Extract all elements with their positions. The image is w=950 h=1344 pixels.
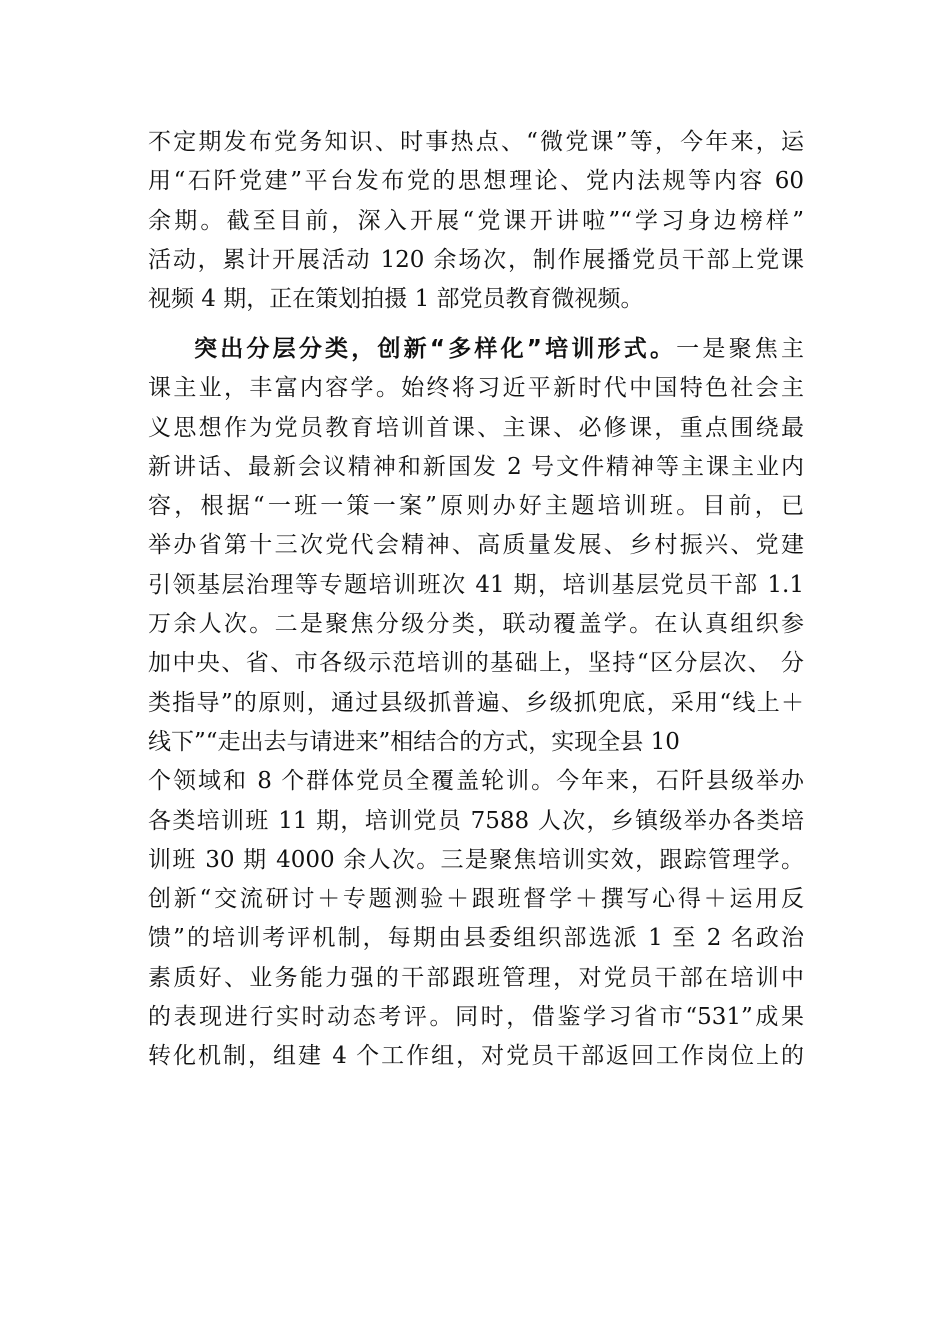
text-line: 余期。截至目前，深入开展“党课开讲啦”“学习身边榜样”	[148, 207, 804, 234]
text-line-first	[148, 330, 804, 369]
text-line: 的表现进行实时动态考评。同时，借鉴学习省市“531”成果	[148, 1004, 804, 1031]
text-line: 创新“交流研讨＋专题测验＋跟班督学＋撰写心得＋运用反	[148, 886, 804, 913]
text-line: 义思想作为党员教育培训首课、主课、必修课，重点围绕最	[148, 414, 804, 441]
text-line: 不定期发布党务知识、时事热点、“微党课”等，今年来，运	[148, 129, 804, 155]
text-line: 训班 30 期 4000 余人次。三是聚焦培训实效，跟踪管理学。	[148, 846, 804, 873]
paragraph-1	[148, 123, 804, 319]
text-line: 加中央、省、市各级示范培训的基础上，坚持“区分层次、 分	[148, 650, 804, 677]
text-line: 课主业，丰富内容学。始终将习近平新时代中国特色社会主	[148, 375, 804, 402]
text-line: 类指导”的原则，通过县级抓普遍、乡级抓兜底，采用“线上＋	[148, 689, 804, 716]
text-line: 素质好、业务能力强的干部跟班管理，对党员干部在培训中	[148, 964, 804, 991]
text-line: 引领基层治理等专题培训班次 41 期，培训基层党员干部 1.1	[148, 571, 804, 598]
text-line: 容，根据“一班一策一案”原则办好主题培训班。目前，已	[148, 493, 804, 520]
text-line: 视频 4 期，正在策划拍摄 1 部党员教育微视频。	[148, 286, 644, 313]
text-line: 活动，累计开展活动 120 余场次，制作展播党员干部上党课	[148, 246, 804, 273]
text-line: 用“石阡党建”平台发布党的思想理论、党内法规等内容 60	[148, 168, 804, 195]
text-run: 一是聚焦主	[676, 336, 804, 362]
text-line: 个领域和 8 个群体党员全覆盖轮训。今年来，石阡县级举办	[148, 768, 804, 795]
paragraph-2	[148, 330, 804, 1077]
text-line: 举办省第十三次党代会精神、高质量发展、乡村振兴、党建	[148, 532, 804, 559]
text-line: 各类培训班 11 期，培训党员 7588 人次，乡镇级举办各类培	[148, 807, 804, 834]
text-line: 转化机制，组建 4 个工作组，对党员干部返回工作岗位上的	[148, 1043, 804, 1070]
text-line: 新讲话、最新会议精神和新国发 2 号文件精神等主课主业内	[148, 453, 804, 480]
section-heading: 突出分层分类，创新“多样化”培训形式。	[194, 336, 677, 362]
text-line: 馈”的培训考评机制，每期由县委组织部选派 1 至 2 名政治	[148, 925, 804, 952]
text-line: 万余人次。二是聚焦分级分类，联动覆盖学。在认真组织参	[148, 611, 804, 638]
text-line: 线下”“走出去与请进来”相结合的方式，实现全县 10	[148, 728, 680, 755]
